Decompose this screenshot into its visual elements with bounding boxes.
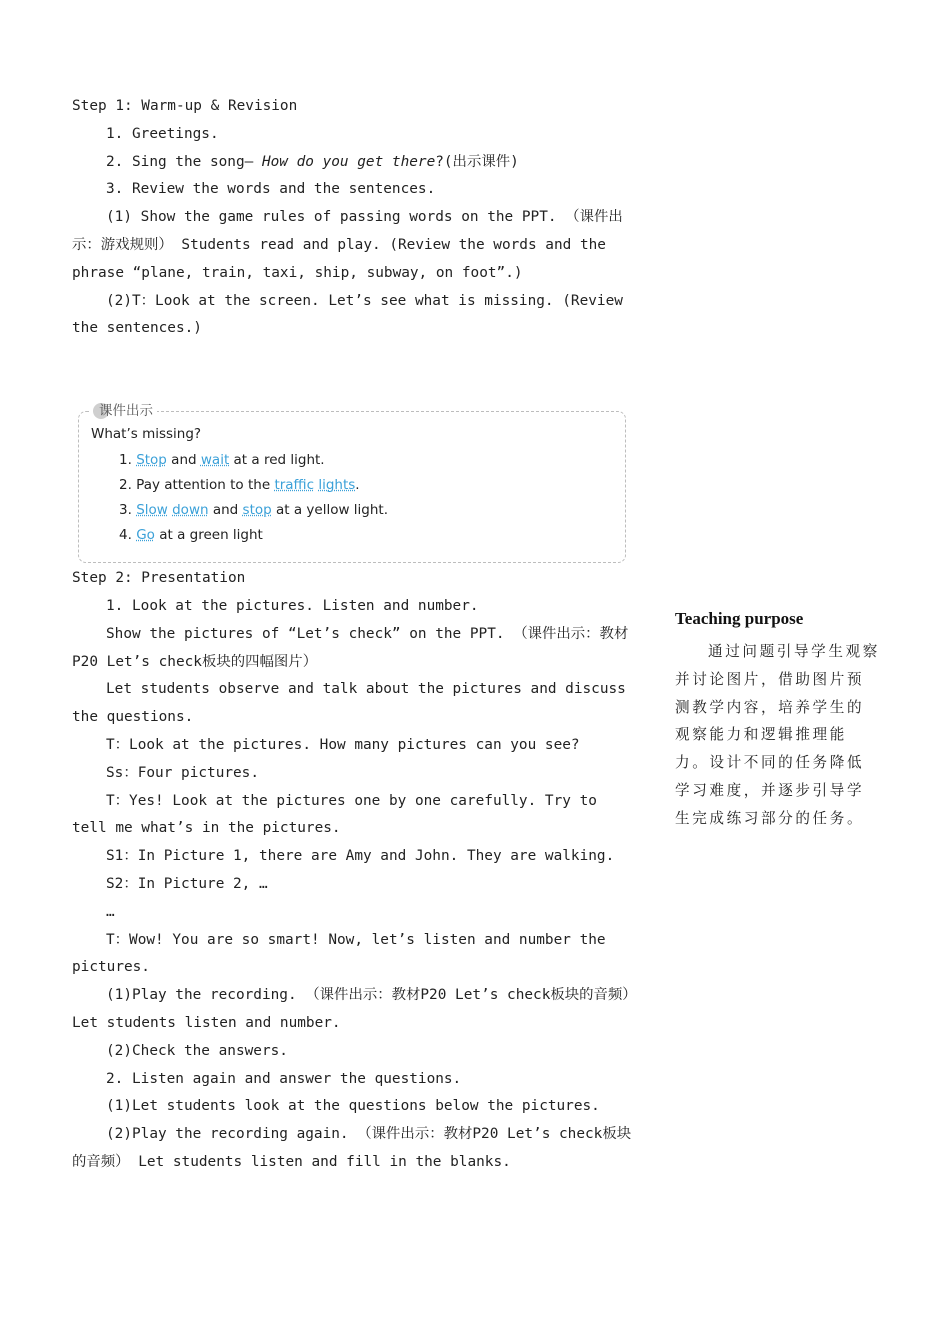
list-item <box>119 523 388 548</box>
step1-item2 <box>72 149 632 177</box>
item-text: at a red light. <box>229 452 325 469</box>
highlight-word: traffic <box>274 476 315 493</box>
step2-p9: T：Wow! You are so smart! Now, let’s listen and number the pictures. <box>72 931 606 976</box>
step2-p12: (1)Let students look at the questions below the pictures. <box>106 1098 600 1115</box>
item-text: at a yellow light. <box>271 501 388 518</box>
step2-p10: (1)Play the recording. （课件出示：教材P20 Let’s check板块的音频）Let students listen and number. <box>72 987 630 1031</box>
item-text: and <box>166 452 201 469</box>
step2-p3: T：Look at the pictures. How many pictures can you see? <box>106 736 580 753</box>
step1-title: Step 1: Warm-up & Revision <box>72 98 298 114</box>
list-item <box>119 448 388 473</box>
item-text: at a green light <box>154 526 263 543</box>
item-text: . <box>355 476 360 493</box>
item-text: Pay attention to the <box>131 476 275 493</box>
sidebar-body: 通过问题引导学生观察并讨论图片，借助图片预测教学内容，培养学生的观察能力和逻辑推理能力。设计不同的任务降低学习难度，并逐步引导学生完成练习部分的任务。 <box>675 643 880 827</box>
item2-pre: 2. Sing the song— <box>106 153 262 170</box>
step1-item3: 3. Review the words and the sentences. <box>106 181 436 198</box>
item-text: and <box>208 501 243 518</box>
item2-post: ?(出示课件) <box>435 153 519 170</box>
list-item <box>119 498 388 523</box>
step2-p1: Show the pictures of “Let’s check” on the PPT. （课件出示：教材P20 Let’s check板块的四幅图片） <box>72 625 629 670</box>
item-number: 2. <box>119 476 132 493</box>
step2-item2: 2. Listen again and answer the questions. <box>106 1070 462 1087</box>
courseware-list <box>119 448 388 547</box>
item-number: 4. <box>119 526 132 543</box>
step2-p2: Let students observe and talk about the pictures and discuss the questions. <box>72 681 626 726</box>
highlight-word: lights <box>318 476 356 493</box>
highlight-word: stop <box>242 501 272 518</box>
courseware-title: What’s missing? <box>91 426 202 443</box>
song-title: How do you get there <box>261 153 436 170</box>
highlight-word: down <box>172 501 209 518</box>
step2-title: Step 2: Presentation <box>72 570 246 587</box>
step1-p1: (1) Show the game rules of passing words on the PPT. （课件出示：游戏规则） Students read and play. (Review the words and the phrase “plane, train, taxi, ship, subway, on foot”.) <box>72 209 623 281</box>
step2-p7: S2：In Picture 2, … <box>106 875 268 892</box>
sidebar-title: Teaching purpose <box>675 609 804 628</box>
courseware-header-label: 课件出示 <box>99 403 153 420</box>
step1-p2: (2)T：Look at the screen. Let’s see what is missing. (Review the sentences.) <box>72 292 623 337</box>
step2-p5: T：Yes! Look at the pictures one by one carefully. Try to tell me what’s in the pictures. <box>72 792 597 837</box>
step2-item1: 1. Look at the pictures. Listen and number. <box>106 597 479 614</box>
item-number: 3. <box>119 501 132 518</box>
list-item <box>119 473 388 498</box>
courseware-header <box>89 401 157 421</box>
step2-p13: (2)Play the recording again. （课件出示：教材P20 Let’s check板块的音频） Let students listen and fill in the blanks. <box>72 1126 632 1170</box>
step2-p11: (2)Check the answers. <box>106 1042 288 1059</box>
courseware-box <box>78 403 626 563</box>
step2-p4: Ss：Four pictures. <box>106 764 260 781</box>
teaching-purpose-sidebar <box>675 606 880 833</box>
highlight-word: Stop <box>136 452 167 469</box>
step2-p8: … <box>106 903 115 920</box>
step1-item1: 1. Greetings. <box>106 125 219 142</box>
highlight-word: wait <box>200 452 230 469</box>
step2-p6: S1：In Picture 1, there are Amy and John. They are walking. <box>106 848 615 865</box>
highlight-word: Go <box>136 526 155 543</box>
lesson-main <box>72 93 632 1177</box>
highlight-word: Slow <box>136 501 168 518</box>
item-number: 1. <box>119 452 132 469</box>
